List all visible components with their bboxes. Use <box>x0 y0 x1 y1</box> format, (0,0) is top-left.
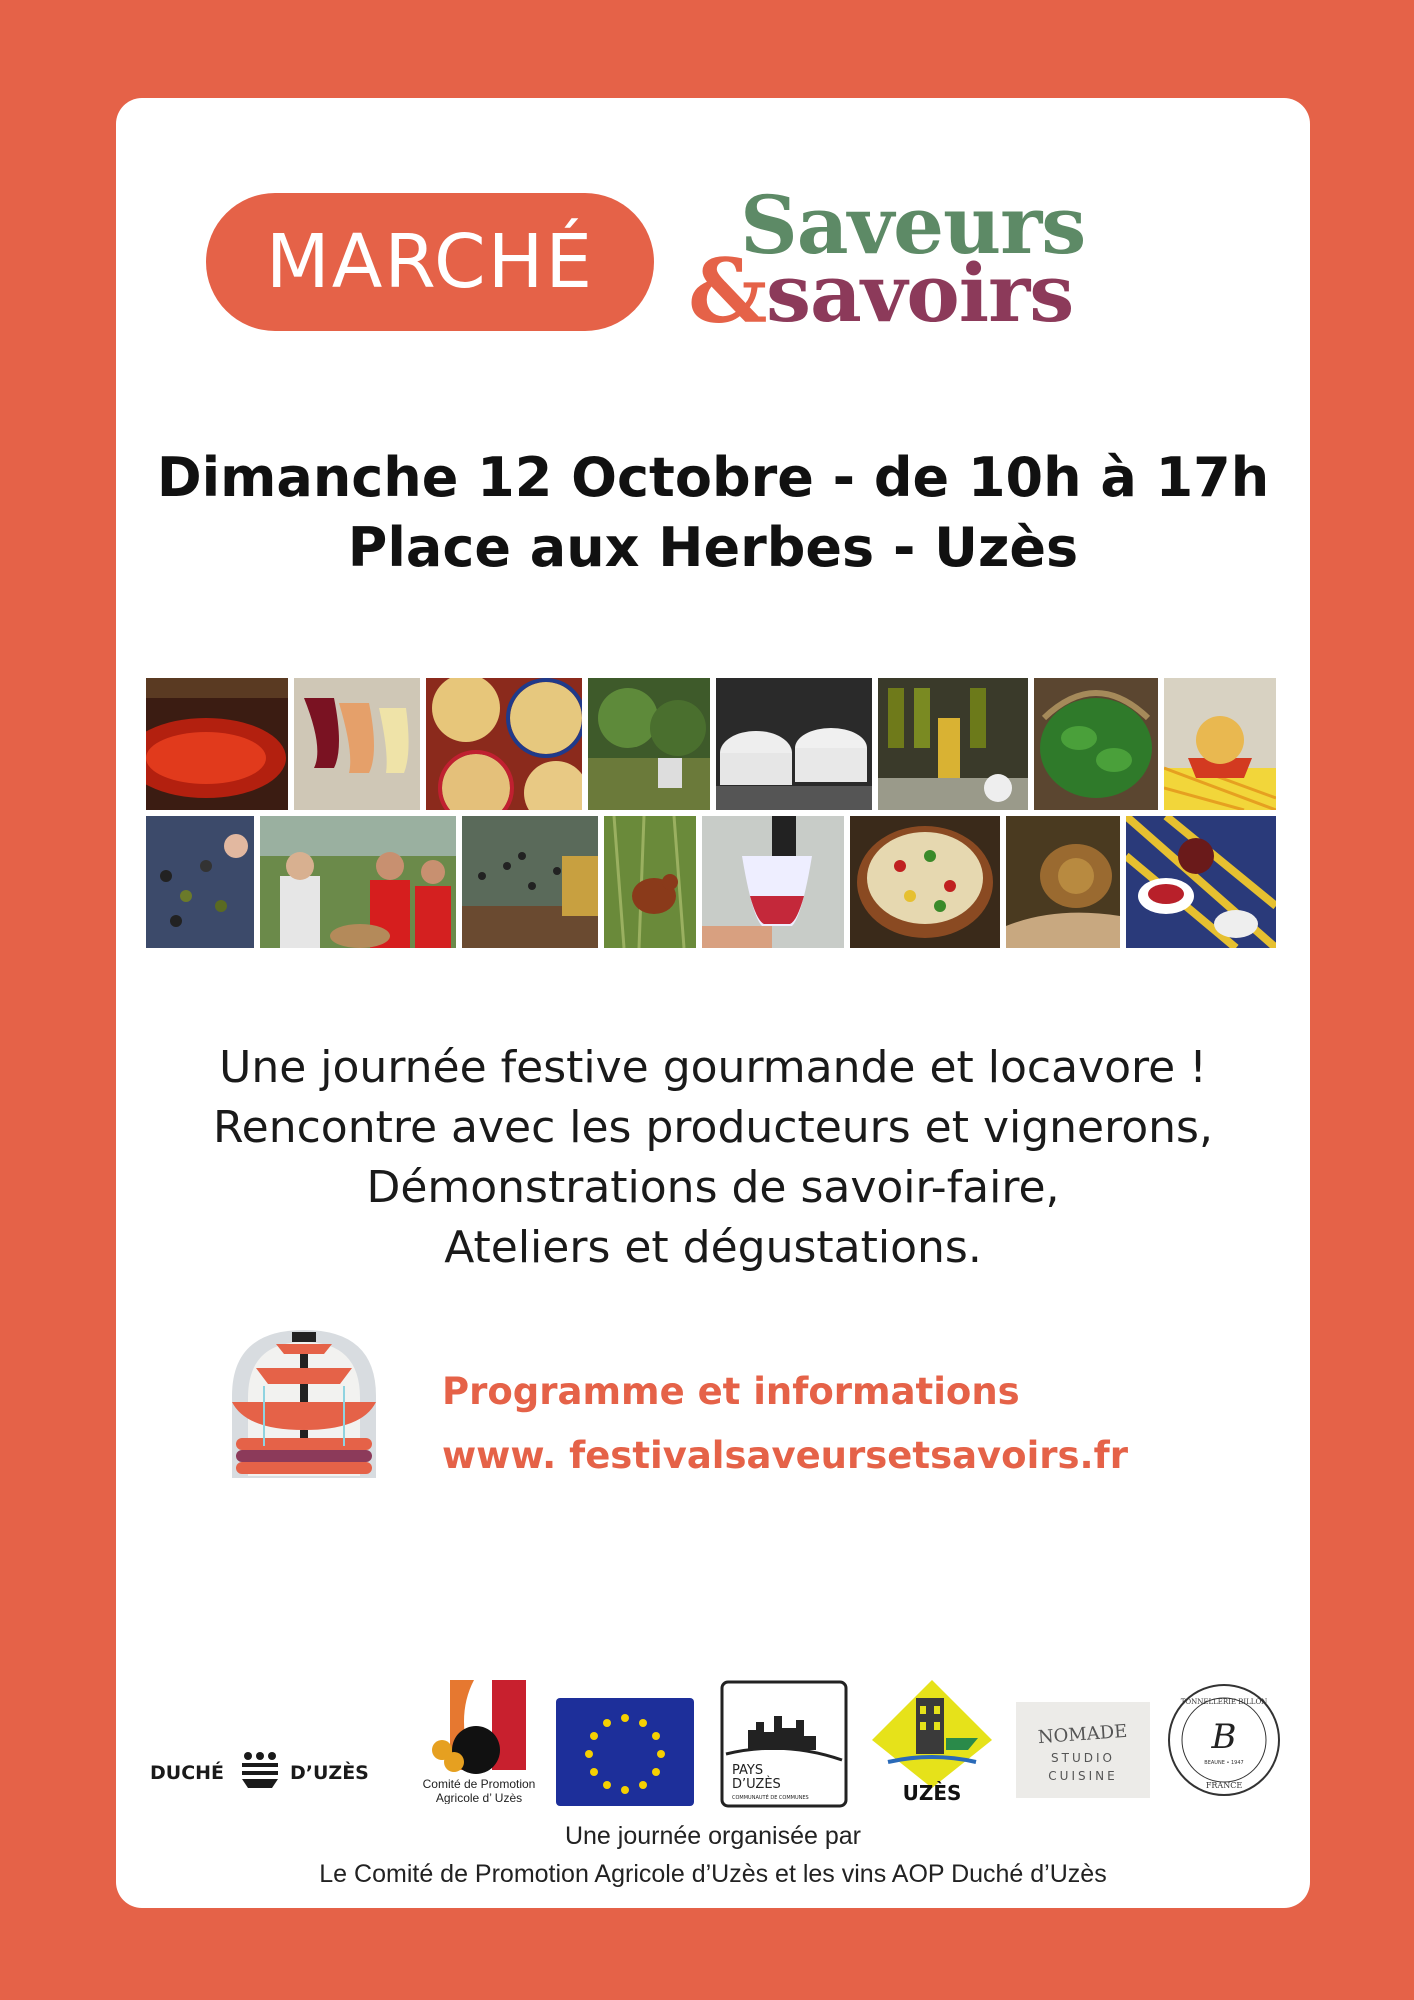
basil-basket-photo <box>1034 678 1158 810</box>
svg-text:B: B <box>1211 1717 1237 1757</box>
tea-table-photo <box>1126 816 1276 948</box>
comite-promotion-logo <box>414 1678 544 1804</box>
photo-row-bottom <box>146 816 1286 948</box>
partner-logos <box>116 1678 1310 1808</box>
snail-photo <box>1006 816 1120 948</box>
festival-url[interactable]: www. festivalsaveursetsavoirs.fr <box>442 1434 1128 1477</box>
brand-line2: savoirs <box>766 246 1074 340</box>
brioche-photo <box>1164 678 1276 810</box>
brand-ampersand: & <box>688 239 768 343</box>
event-description <box>116 1038 1310 1278</box>
description-line-4: Ateliers et dégustations. <box>444 1222 982 1273</box>
uzes-label: UZÈS <box>902 1781 962 1805</box>
bees-photo <box>462 816 598 948</box>
wine-barrel-photo <box>146 678 288 810</box>
tonnellerie-top: TONNELLERIE BILLON <box>1180 1698 1268 1706</box>
marche-badge <box>206 193 654 331</box>
saveurs-savoirs-logo <box>688 178 1188 343</box>
duche-uzes-logo <box>150 1746 380 1796</box>
organisers-text: Le Comité de Promotion Agricole d’Uzès et les vins AOP Duché d’Uzès <box>319 1860 1107 1888</box>
organised-by-text: Une journée organisée par <box>564 1822 862 1850</box>
wine-glasses-photo <box>294 678 420 810</box>
uzes-town-logo <box>868 1678 996 1808</box>
comite-line1: Comité de Promotion <box>422 1777 536 1791</box>
duche-left-text: DUCHÉ <box>150 1762 225 1784</box>
description-line-3: Démonstrations de savoir-faire, <box>366 1162 1060 1213</box>
pays-line1: PAYS <box>732 1763 764 1778</box>
description-line-1: Une journée festive gourmande et locavore ! <box>219 1042 1207 1093</box>
oil-bottles-photo <box>878 678 1028 810</box>
comite-line2: Agricole d’ Uzès <box>435 1791 523 1804</box>
eu-flag-logo <box>556 1698 694 1806</box>
photo-mosaic <box>146 678 1286 954</box>
tonnellerie-mid: BEAUNE • 1947 <box>1204 1760 1244 1766</box>
decorated-plates-photo <box>426 678 582 810</box>
pays-sub: COMMUNAUTÉ DE COMMUNES <box>732 1795 809 1801</box>
olives-photo <box>146 816 254 948</box>
vegetable-dish-photo <box>850 816 1000 948</box>
brand-line1: Saveurs <box>740 178 1086 272</box>
goat-cheese-photo <box>716 678 872 810</box>
nomade-line1: NOMADE <box>1037 1720 1128 1749</box>
nomade-line2: STUDIO <box>1051 1751 1115 1765</box>
description-line-2: Rencontre avec les producteurs et vignerons, <box>213 1102 1213 1153</box>
nomade-studio-logo <box>1016 1702 1150 1798</box>
pays-uzes-logo <box>720 1680 848 1808</box>
event-date: Dimanche 12 Octobre - de 10h à 17h <box>156 446 1270 509</box>
nomade-line3: CUISINE <box>1048 1769 1118 1783</box>
pays-line2: D’UZÈS <box>732 1777 781 1792</box>
vineyard-photo <box>588 678 710 810</box>
event-place: Place aux Herbes - Uzès <box>347 516 1079 579</box>
info-title: Programme et informations <box>442 1370 1020 1413</box>
photo-row-top <box>146 678 1286 810</box>
tonnellerie-bottom: FRANCE <box>1205 1781 1243 1790</box>
duche-right-text: D’UZÈS <box>290 1762 369 1784</box>
marche-label: MARCHÉ <box>265 219 595 305</box>
info-block <box>442 1360 1128 1488</box>
wine-pour-photo <box>702 816 844 948</box>
fountain-icon <box>228 1326 380 1478</box>
tonnellerie-billon-logo <box>1166 1682 1282 1798</box>
producers-talk-photo <box>260 816 456 948</box>
chicken-photo <box>604 816 696 948</box>
poster-card <box>116 98 1310 1908</box>
